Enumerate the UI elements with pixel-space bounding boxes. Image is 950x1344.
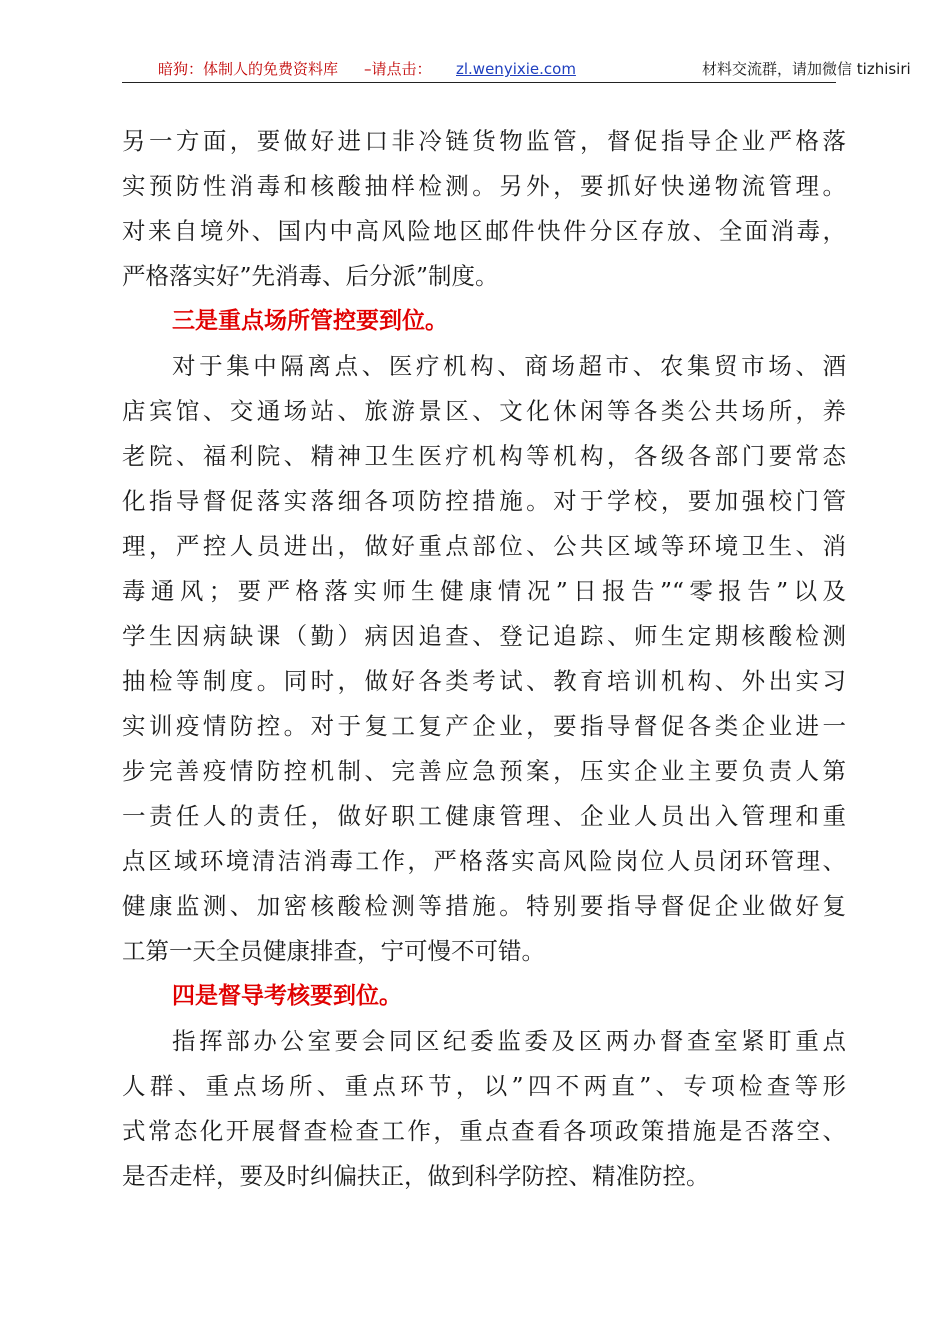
section-heading: 四是督导考核要到位。 [172,983,402,1009]
header-link[interactable]: zl.wenyixie.com [456,60,576,78]
text-line: 步完善疫情防控机制、完善应急预案，压实企业主要负责人第 [122,757,846,785]
text-line: 指挥部办公室要会同区纪委监委及区两办督查室紧盯重点 [172,1027,846,1055]
header-prompt: –请点击： [364,60,432,78]
text-line: 实训疫情防控。对于复工复产企业，要指导督促各类企业进一 [122,712,846,740]
section-heading: 三是重点场所管控要到位。 [172,308,448,334]
text-line: 对于集中隔离点、医疗机构、商场超市、农集贸市场、酒 [172,352,846,380]
header-group-info: 材料交流群，请加微信 tizhisiri [702,60,911,78]
text-line: 点区域环境清洁消毒工作，严格落实高风险岗位人员闭环管理、 [122,847,846,875]
text-line: 抽检等制度。同时，做好各类考试、教育培训机构、外出实习 [122,667,846,695]
text-line: 毒通风；要严格落实师生健康情况”日报告”“零报告”以及 [122,577,846,605]
text-line: 对来自境外、国内中高风险地区邮件快件分区存放、全面消毒， [122,217,846,245]
text-line: 老院、福利院、精神卫生医疗机构等机构，各级各部门要常态 [122,442,846,470]
text-line: 店宾馆、交通场站、旅游景区、文化休闲等各类公共场所，养 [122,397,846,425]
text-line: 工第一天全员健康排查，宁可慢不可错。 [122,937,545,965]
text-line: 一责任人的责任，做好职工健康管理、企业人员出入管理和重 [122,802,846,830]
text-line: 另一方面，要做好进口非冷链货物监管，督促指导企业严格落 [122,127,846,155]
text-line: 学生因病缺课（勤）病因追查、登记追踪、师生定期核酸检测 [122,622,846,650]
text-line: 健康监测、加密核酸检测等措施。特别要指导督促企业做好复 [122,892,846,920]
text-line: 理，严控人员进出，做好重点部位、公共区域等环境卫生、消 [122,532,846,560]
text-line: 式常态化开展督查检查工作，重点查看各项政策措施是否落空、 [122,1117,846,1145]
text-line: 是否走样，要及时纠偏扶正，做到科学防控、精准防控。 [122,1162,710,1190]
text-line: 严格落实好”先消毒、后分派”制度。 [122,262,499,290]
text-line: 化指导督促落实落细各项防控措施。对于学校，要加强校门管 [122,487,846,515]
text-line: 实预防性消毒和核酸抽样检测。另外，要抓好快递物流管理。 [122,172,846,200]
header-brand: 暗狗：体制人的免费资料库 [158,60,339,78]
text-line: 人群、重点场所、重点环节，以”四不两直”、专项检查等形 [122,1072,846,1100]
